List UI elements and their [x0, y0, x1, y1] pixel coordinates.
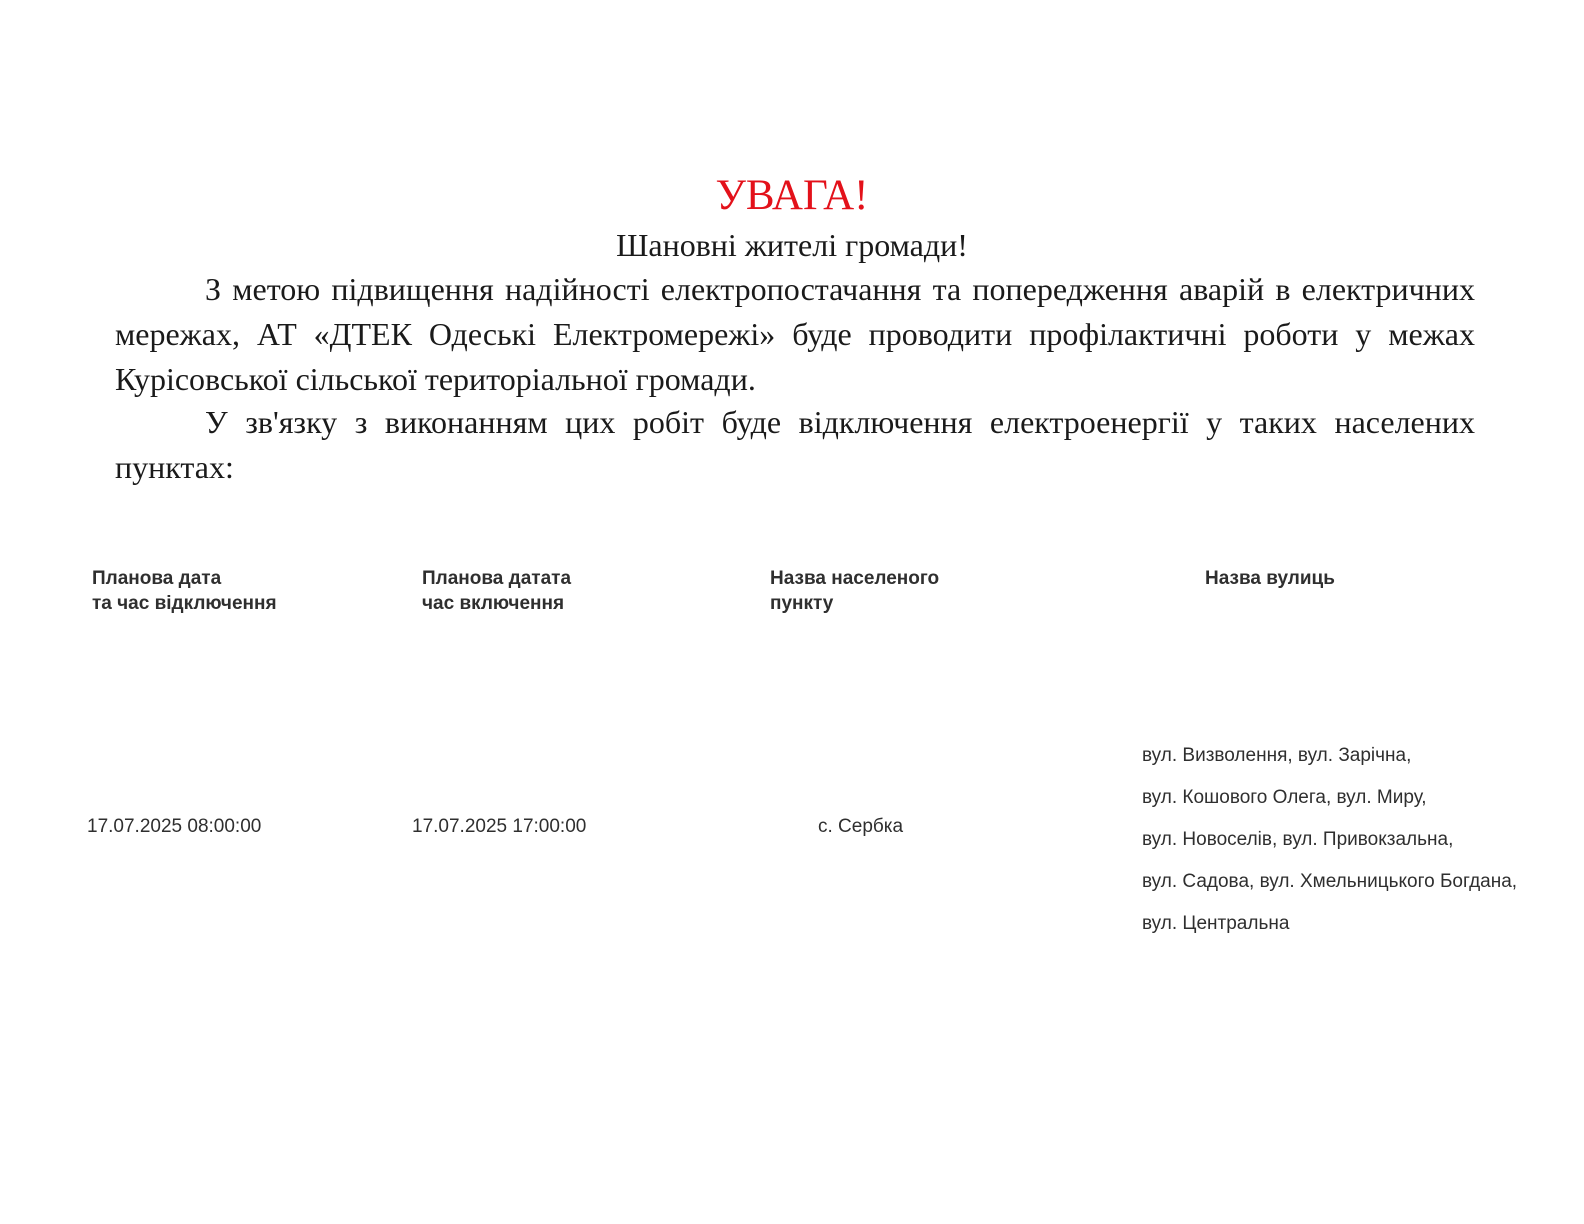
street-line: вул. Визволення, вул. Зарічна, — [1142, 745, 1412, 766]
header-streets-line-1: Назва вулиць — [1205, 568, 1335, 589]
notice-greeting: Шановні жителі громади! — [616, 227, 968, 263]
header-settlement-line-2: пункту — [770, 593, 834, 614]
header-off-datetime — [92, 566, 277, 616]
header-streets — [1205, 566, 1335, 591]
header-settlement-line-1: Назва населеного — [770, 568, 940, 589]
notice-paragraph-2: У зв'язку з виконанням цих робіт буде відключення електроенергії у таких населених пунктах: — [115, 404, 1475, 485]
cell-on-datetime: 17.07.2025 17:00:00 — [412, 816, 587, 837]
header-off-datetime-line-1: Планова дата — [92, 568, 222, 589]
header-off-datetime-line-2: та час відключення — [92, 593, 277, 614]
notice-paragraph-1: З метою підвищення надійності електропостачання та попередження аварій в електричних мережах, АТ «ДТЕК Одеські Електромережі» буде проводити профілактичні роботи у межах Курісовської сільської територіальної громади. — [115, 271, 1475, 397]
header-on-datetime-line-2: час включення — [422, 593, 565, 614]
cell-off-datetime: 17.07.2025 08:00:00 — [87, 816, 262, 837]
street-line: вул. Кошового Олега, вул. Миру, — [1142, 787, 1427, 808]
notice-title: УВАГА! — [715, 172, 869, 219]
street-line: вул. Новоселів, вул. Привокзальна, — [1142, 829, 1454, 850]
cell-streets — [1142, 743, 1517, 953]
header-settlement — [770, 566, 939, 616]
cell-settlement: с. Сербка — [818, 816, 904, 837]
street-line: вул. Центральна — [1142, 913, 1290, 934]
header-on-datetime — [422, 566, 571, 616]
street-line: вул. Садова, вул. Хмельницького Богдана, — [1142, 871, 1518, 892]
header-on-datetime-line-1: Планова датата — [422, 568, 572, 589]
